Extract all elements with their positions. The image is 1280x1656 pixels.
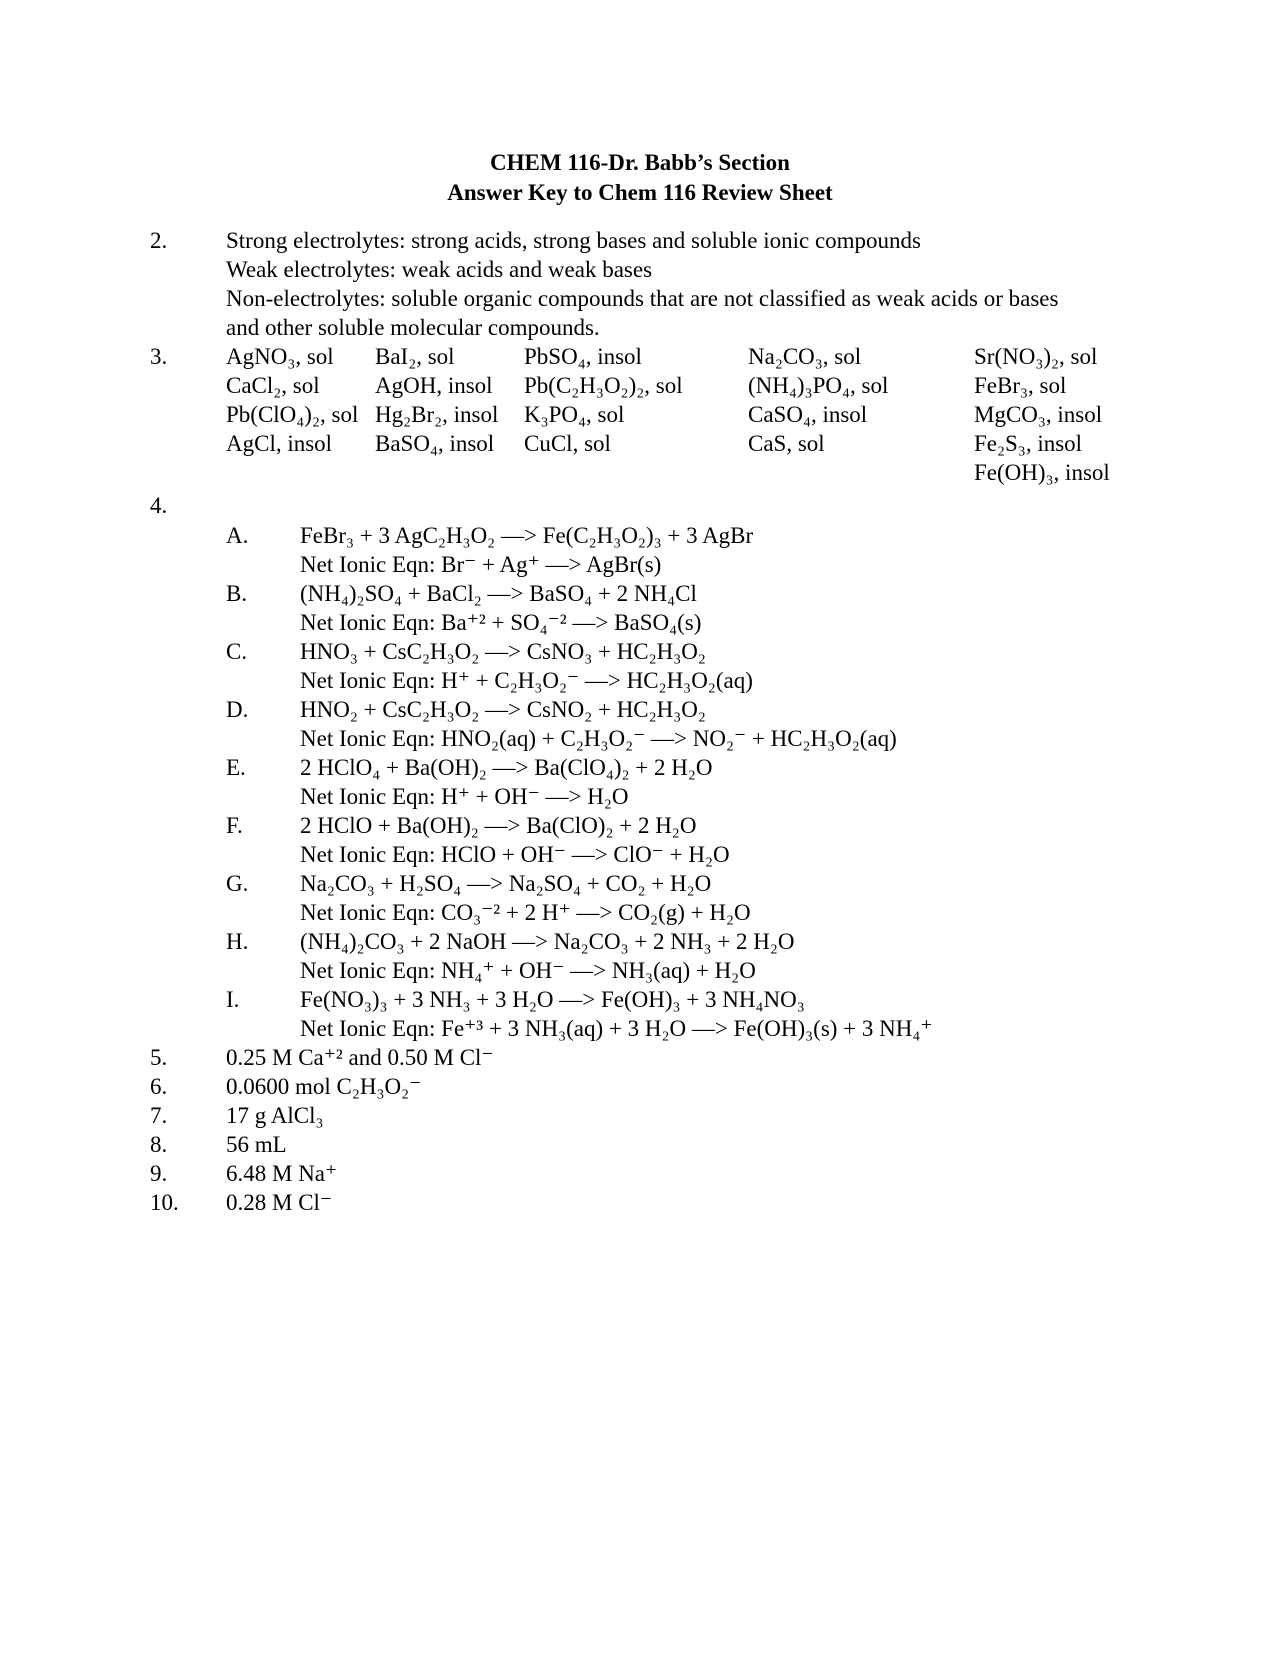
q4-net-ionic: Net Ionic Eqn: Ba⁺² + SO₄⁻² —> BaSO₄(s): [300, 610, 702, 635]
answer-text: 17 g AlCl₃: [226, 1103, 324, 1128]
q4-net-ionic: Net Ionic Eqn: Fe⁺³ + 3 NH₃(aq) + 3 H₂O —> Fe(OH)₃(s) + 3 NH₄⁺: [300, 1016, 933, 1041]
q3-cell: Pb(C₂H₃O₂)₂, sol: [524, 373, 683, 398]
q4-equation: Fe(NO₃)₃ + 3 NH₃ + 3 H₂O —> Fe(OH)₃ + 3 NH₄NO₃: [300, 987, 805, 1012]
q3-cell: Fe₂S₃, insol: [974, 431, 1083, 456]
q4-equation: 2 HClO₄ + Ba(OH)₂ —> Ba(ClO₄)₂ + 2 H₂O: [300, 755, 713, 780]
q3-cell: CuCl, sol: [524, 431, 611, 456]
q3-cell: Na₂CO₃, sol: [748, 344, 862, 369]
question-number: 6.: [150, 1074, 168, 1099]
q4-item-letter: A.: [226, 523, 249, 548]
q4-item-letter: I.: [226, 987, 240, 1012]
question-number: 9.: [150, 1161, 168, 1186]
question-number: 4.: [150, 493, 168, 518]
q4-net-ionic: Net Ionic Eqn: Br⁻ + Ag⁺ —> AgBr(s): [300, 552, 662, 577]
question-number: 10.: [150, 1190, 179, 1215]
answer-text: 56 mL: [226, 1132, 287, 1157]
q4-item-letter: B.: [226, 581, 248, 606]
question-number: 2.: [150, 228, 168, 253]
q2-line: Strong electrolytes: strong acids, strong bases and soluble ionic compounds: [226, 228, 921, 253]
q3-cell: BaI₂, sol: [375, 344, 455, 369]
q3-cell: AgNO₃, sol: [226, 344, 334, 369]
q3-cell: CaS, sol: [748, 431, 825, 456]
q4-equation: Na₂CO₃ + H₂SO₄ —> Na₂SO₄ + CO₂ + H₂O: [300, 871, 712, 896]
q3-cell: BaSO₄, insol: [375, 431, 495, 456]
q4-equation: HNO₂ + CsC₂H₃O₂ —> CsNO₂ + HC₂H₃O₂: [300, 697, 706, 722]
q4-net-ionic: Net Ionic Eqn: HClO + OH⁻ —> ClO⁻ + H₂O: [300, 842, 730, 867]
q2-line: Weak electrolytes: weak acids and weak bases: [226, 257, 653, 282]
q3-cell: FeBr₃, sol: [974, 373, 1067, 398]
q4-equation: HNO₃ + CsC₂H₃O₂ —> CsNO₃ + HC₂H₃O₂: [300, 639, 706, 664]
question-number: 8.: [150, 1132, 168, 1157]
question-number: 7.: [150, 1103, 168, 1128]
q3-cell: CaSO₄, insol: [748, 402, 868, 427]
q3-cell: Pb(ClO₄)₂, sol: [226, 402, 359, 427]
q4-item-letter: H.: [226, 929, 249, 954]
answer-text: 0.25 M Ca⁺² and 0.50 M Cl⁻: [226, 1045, 494, 1070]
q2-line: Non-electrolytes: soluble organic compounds that are not classified as weak acids or bases: [226, 286, 1059, 311]
answer-text: 0.0600 mol C₂H₃O₂⁻: [226, 1074, 422, 1099]
q4-net-ionic: Net Ionic Eqn: NH₄⁺ + OH⁻ —> NH₃(aq) + H₂O: [300, 958, 756, 983]
q3-cell: AgCl, insol: [226, 431, 333, 456]
q3-cell: CaCl₂, sol: [226, 373, 320, 398]
q4-item-letter: E.: [226, 755, 246, 780]
q3-cell: Sr(NO₃)₂, sol: [974, 344, 1098, 369]
q3-cell: Fe(OH)₃, insol: [974, 460, 1110, 485]
q4-net-ionic: Net Ionic Eqn: HNO₂(aq) + C₂H₃O₂⁻ —> NO₂⁻ + HC₂H₃O₂(aq): [300, 726, 897, 751]
answer-text: 0.28 M Cl⁻: [226, 1190, 333, 1215]
q3-cell: K₃PO₄, sol: [524, 402, 625, 427]
answer-text: 6.48 M Na⁺: [226, 1161, 338, 1186]
q3-cell: (NH₄)₃PO₄, sol: [748, 373, 889, 398]
q4-net-ionic: Net Ionic Eqn: H⁺ + OH⁻ —> H₂O: [300, 784, 629, 809]
q2-line: and other soluble molecular compounds.: [226, 315, 600, 340]
page-subtitle: Answer Key to Chem 116 Review Sheet: [447, 180, 833, 205]
q4-equation: (NH₄)₂SO₄ + BaCl₂ —> BaSO₄ + 2 NH₄Cl: [300, 581, 697, 606]
q3-cell: MgCO₃, insol: [974, 402, 1103, 427]
question-number: 3.: [150, 344, 168, 369]
q4-net-ionic: Net Ionic Eqn: H⁺ + C₂H₃O₂⁻ —> HC₂H₃O₂(aq): [300, 668, 753, 693]
q3-cell: AgOH, insol: [375, 373, 493, 398]
q3-cell: Hg₂Br₂, insol: [375, 402, 499, 427]
q4-equation: (NH₄)₂CO₃ + 2 NaOH —> Na₂CO₃ + 2 NH₃ + 2 H₂O: [300, 929, 795, 954]
q4-item-letter: C.: [226, 639, 248, 664]
q3-cell: PbSO₄, insol: [524, 344, 642, 369]
q4-equation: 2 HClO + Ba(OH)₂ —> Ba(ClO)₂ + 2 H₂O: [300, 813, 697, 838]
page-title: CHEM 116-Dr. Babb’s Section: [490, 150, 790, 175]
q4-equation: FeBr₃ + 3 AgC₂H₃O₂ —> Fe(C₂H₃O₂)₃ + 3 AgBr: [300, 523, 754, 548]
q4-item-letter: D.: [226, 697, 249, 722]
question-number: 5.: [150, 1045, 168, 1070]
q4-item-letter: G.: [226, 871, 249, 896]
q4-net-ionic: Net Ionic Eqn: CO₃⁻² + 2 H⁺ —> CO₂(g) + H₂O: [300, 900, 751, 925]
q4-item-letter: F.: [226, 813, 243, 838]
